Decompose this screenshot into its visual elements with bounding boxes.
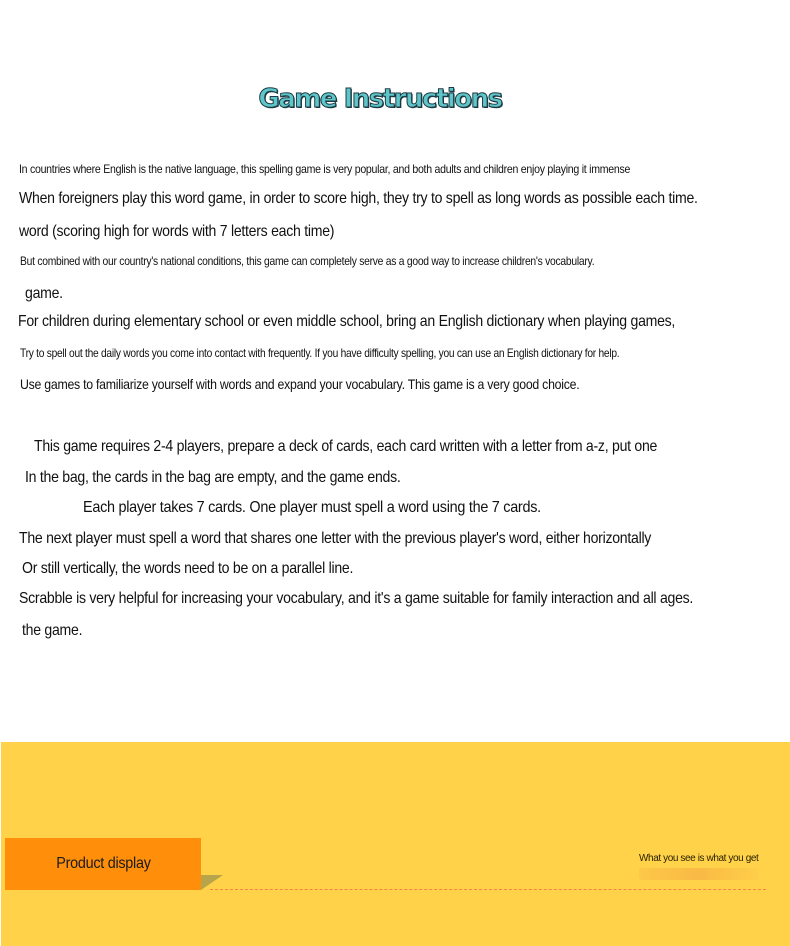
intro-line-4: But combined with our country's national conditions, this game can completely serve as a good way to increase children's vocabulary. — [20, 254, 595, 268]
intro-line-2: When foreigners play this word game, in order to score high, they try to spell as long words as possible each time. — [19, 190, 698, 207]
product-display-label: Product display — [55, 855, 151, 872]
banner-tagline: What you see is what you get — [639, 853, 759, 864]
rule-line-4: The next player must spell a word that shares one letter with the previous player's word, either horizontally — [19, 530, 652, 547]
rule-line-5: Or still vertically, the words need to be on a parallel line. — [22, 560, 354, 577]
intro-line-5: game. — [25, 285, 63, 302]
intro-line-6: For children during elementary school or even middle school, bring an English dictionary when playing games, — [18, 313, 676, 330]
intro-line-7: Try to spell out the daily words you come into contact with frequently. If you have difficulty spelling, you can use an English dictionary for help. — [20, 346, 620, 360]
rule-line-6: Scrabble is very helpful for increasing your vocabulary, and it's a game suitable for family interaction and all ages. — [19, 590, 694, 607]
intro-line-1: In countries where English is the native language, this spelling game is very popular, and both adults and children enjoy playing it immense — [19, 162, 631, 176]
banner-divider — [210, 889, 766, 890]
rule-line-7: the game. — [22, 622, 83, 639]
tab-fold-shadow — [201, 875, 223, 890]
product-display-tab[interactable] — [5, 838, 201, 890]
intro-line-8: Use games to familiarize yourself with words and expand your vocabulary. This game is a very good choice. — [20, 376, 580, 392]
intro-line-3: word (scoring high for words with 7 letters each time) — [19, 223, 335, 240]
page-title: Game Instructions — [258, 84, 502, 114]
tagline-reflection — [639, 868, 759, 880]
rule-line-1: This game requires 2-4 players, prepare a deck of cards, each card written with a letter from a-z, put one — [34, 438, 658, 455]
rule-line-3: Each player takes 7 cards. One player must spell a word using the 7 cards. — [83, 499, 541, 516]
rule-line-2: In the bag, the cards in the bag are empty, and the game ends. — [25, 469, 401, 486]
